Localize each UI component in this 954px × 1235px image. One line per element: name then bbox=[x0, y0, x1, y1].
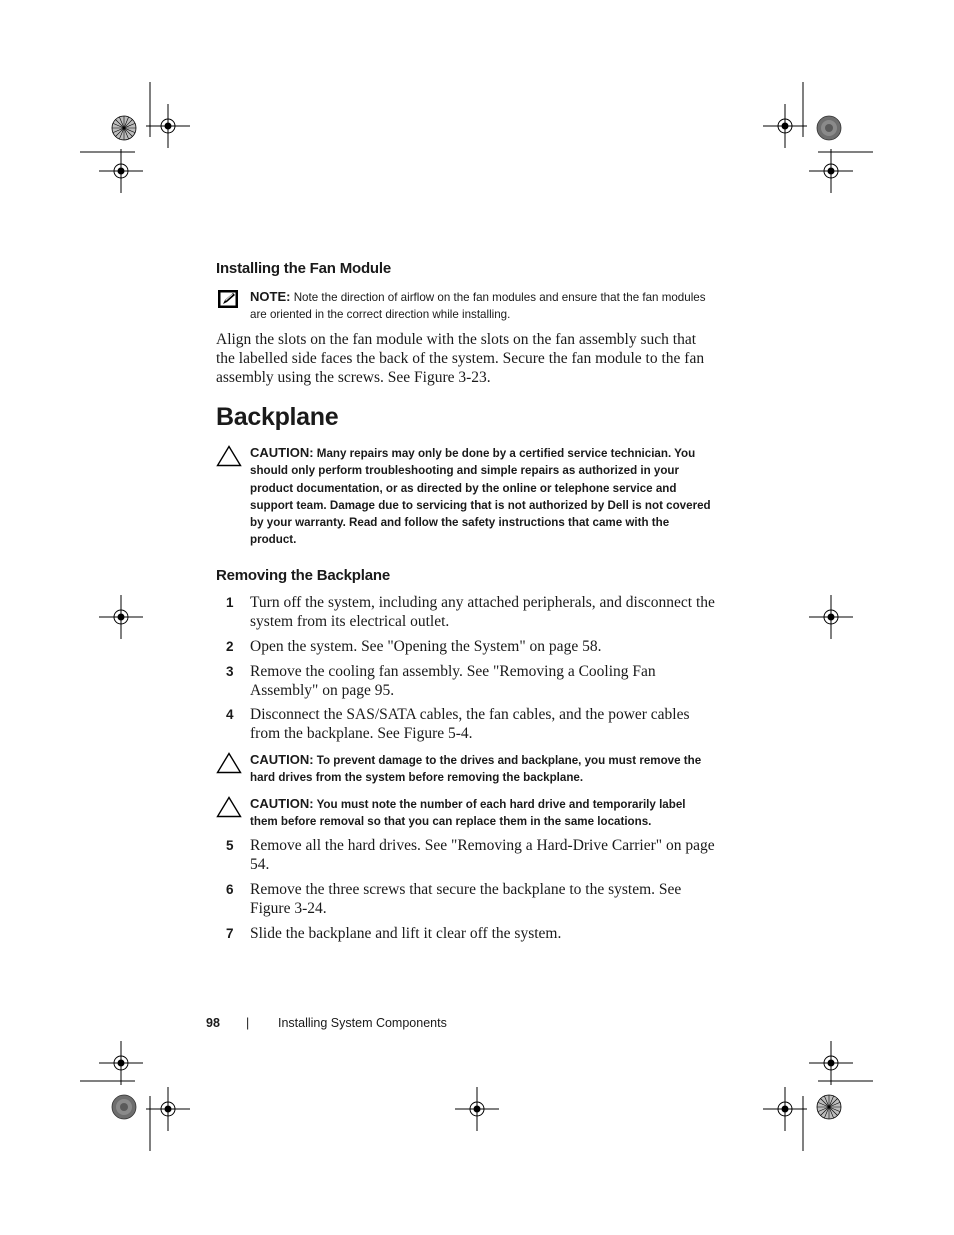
step-text: Disconnect the SAS/SATA cables, the fan cables, and the power cables from the backplane. See Figure 5-4. bbox=[250, 706, 690, 742]
fan-section-heading: Installing the Fan Module bbox=[216, 260, 392, 277]
note-block bbox=[216, 288, 716, 324]
step-number: 7 bbox=[226, 926, 234, 941]
step-text: Remove all the hard drives. See "Removing a Hard-Drive Carrier" on page 54. bbox=[250, 837, 715, 873]
caution-label: CAUTION: bbox=[250, 445, 314, 460]
caution-label: CAUTION: bbox=[250, 752, 314, 767]
step-number: 2 bbox=[226, 639, 234, 654]
step-text: Turn off the system, including any attached peripherals, and disconnect the system from its electrical outlet. bbox=[250, 594, 715, 630]
step-text: Open the system. See "Opening the System" on page 58. bbox=[250, 638, 602, 655]
footer-separator: | bbox=[246, 1016, 250, 1030]
caution-block-drives bbox=[216, 751, 716, 787]
note-pencil-icon bbox=[216, 288, 240, 310]
caution-triangle-icon bbox=[216, 796, 242, 818]
caution-triangle-icon bbox=[216, 752, 242, 774]
caution-text: To prevent damage to the drives and backplane, you must remove the hard drives from the system before removing the backplane. bbox=[250, 754, 702, 785]
step-number: 3 bbox=[226, 664, 234, 679]
fan-install-paragraph: Align the slots on the fan module with the slots on the fan assembly such that the labelled side faces the back of the system. Secure the fan module to the fan assembly using the screws. See Figure 3-23. bbox=[216, 331, 705, 386]
removal-steps-part1 bbox=[216, 593, 716, 743]
step-item bbox=[216, 880, 716, 924]
caution-label: CAUTION: bbox=[250, 796, 314, 811]
caution-text: You must note the number of each hard drive and temporarily label them before removal so that you can replace them in the same locations. bbox=[250, 798, 686, 829]
step-item bbox=[216, 924, 716, 943]
caution-block bbox=[216, 444, 716, 549]
step-number: 6 bbox=[226, 882, 234, 897]
section-title: Backplane bbox=[216, 403, 339, 431]
step-number: 4 bbox=[226, 707, 234, 722]
caution-triangle-icon bbox=[216, 445, 242, 467]
footer-chapter: Installing System Components bbox=[278, 1016, 447, 1030]
step-item bbox=[216, 836, 716, 880]
removing-section-heading: Removing the Backplane bbox=[216, 567, 390, 584]
step-text: Remove the cooling fan assembly. See "Removing a Cooling Fan Assembly" on page 95. bbox=[250, 663, 656, 699]
step-number: 1 bbox=[226, 595, 234, 610]
step-item bbox=[216, 705, 716, 743]
step-text: Remove the three screws that secure the backplane to the system. See Figure 3-24. bbox=[250, 881, 682, 917]
step-item bbox=[216, 637, 716, 662]
note-text: Note the direction of airflow on the fan modules and ensure that the fan modules are oriented in the correct direction while installing. bbox=[250, 291, 706, 322]
step-text: Slide the backplane and lift it clear off the system. bbox=[250, 925, 562, 942]
step-item bbox=[216, 662, 716, 705]
page-number: 98 bbox=[206, 1016, 220, 1030]
caution-block-labels bbox=[216, 795, 716, 831]
removal-steps-part2 bbox=[216, 836, 716, 943]
step-item bbox=[216, 593, 716, 637]
note-label: NOTE: bbox=[250, 289, 291, 304]
step-number: 5 bbox=[226, 838, 234, 853]
caution-text: Many repairs may only be done by a certified service technician. You should only perform troubleshooting and simple repairs as authorized in your product documentation, or as directed by the online or telephone service and support team. Damage due to servicing that is not authorized by Dell is not covered by your warranty. Read and follow the safety instructions that came with the product. bbox=[250, 447, 711, 547]
